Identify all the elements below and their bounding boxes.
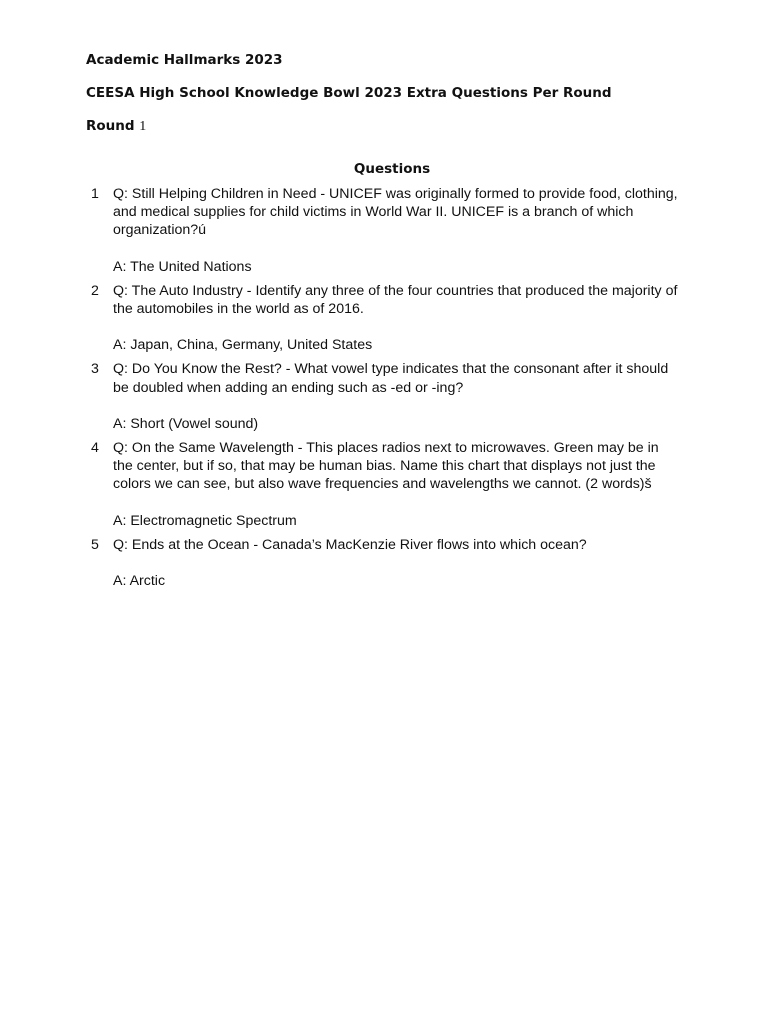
question-item <box>0 360 768 433</box>
question-text: Q: Ends at the Ocean - Canada’s MacKenzie River flows into which ocean? <box>113 536 587 553</box>
question-item <box>0 282 768 355</box>
answer-text: A: Japan, China, Germany, United States <box>113 337 373 354</box>
question-item <box>0 439 768 530</box>
question-item <box>0 536 768 590</box>
question-text: Q: On the Same Wavelength - This places radios next to microwaves. Green may be in the center, but if so, that may be human bias. Name this chart that displays not just the colors we can see, but also wave frequencies and wavelengths we cannot. (2 words)š <box>113 440 659 493</box>
answer-text: A: Short (Vowel sound) <box>113 415 259 432</box>
question-item <box>0 185 768 276</box>
question-number: 5 <box>91 536 99 553</box>
question-number: 2 <box>91 282 99 299</box>
question-list <box>0 185 768 590</box>
round-heading <box>86 118 146 135</box>
document-title: Academic Hallmarks 2023 <box>86 52 283 68</box>
question-number: 1 <box>91 186 99 202</box>
question-number: 4 <box>91 440 99 457</box>
question-text: Q: The Auto Industry - Identify any three of the four countries that produced the majority of the automobiles in the world as of 2016. <box>113 282 678 318</box>
questions-heading: Questions <box>353 161 431 177</box>
document-subtitle: CEESA High School Knowledge Bowl 2023 Extra Questions Per Round <box>86 85 612 101</box>
round-number: 1 <box>139 119 147 134</box>
round-label: Round <box>86 118 135 134</box>
answer-text: A: The United Nations <box>113 258 252 275</box>
question-text: Q: Still Helping Children in Need - UNICEF was originally formed to provide food, clothing, and medical supplies for child victims in World War II. UNICEF is a branch of which organization?ú <box>113 186 678 239</box>
answer-text: A: Electromagnetic Spectrum <box>113 512 297 529</box>
answer-text: A: Arctic <box>113 573 166 590</box>
question-text: Q: Do You Know the Rest? - What vowel type indicates that the consonant after it should be doubled when adding an ending such as -ed or -ing? <box>113 361 669 396</box>
question-number: 3 <box>91 361 99 378</box>
